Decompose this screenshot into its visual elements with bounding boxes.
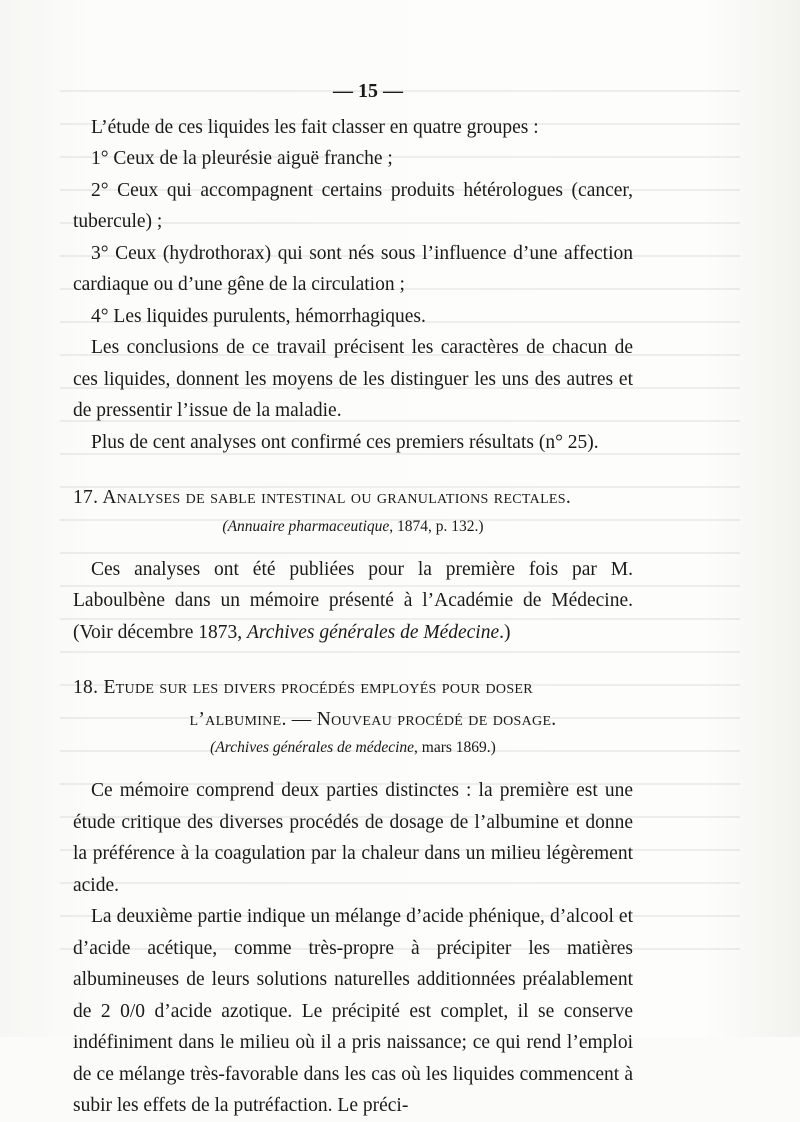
- group-item-3: 3° Ceux (hydrothorax) qui sont nés sous l’influence d’une affection cardiaque ou d’une gêne de la circulation ;: [73, 242, 633, 295]
- section-17-number: 17.: [73, 487, 99, 508]
- section-17-body-journal: Archives générales de Médecine: [247, 621, 500, 643]
- section-18-paragraph-2: La deuxième partie indique un mélange d’acide phénique, d’alcool et d’acide acétique, comme très-propre à précipiter les matières albumineuses de leurs solutions naturelles additionnées préalablement de 2 0/0 d’acide azotique. Le précipité est complet, il se conserve indéfiniment dans le milieu où il a pris naissance; ce qui rend l’emploi de ce mélange très-favorable dans les cas où les liquides commencent à subir les effets de la putréfaction. Le préci-: [73, 906, 633, 1116]
- section-17-source-journal: (Annuaire pharmaceutique: [222, 517, 390, 535]
- section-18-number: 18.: [73, 677, 99, 698]
- section-17-source-details: , 1874, p. 132.): [389, 517, 484, 535]
- page-number: — 15 —: [333, 80, 403, 102]
- section-18-source-journal: (Archives générales de médecine: [210, 739, 415, 756]
- section-17-body-end: .): [499, 621, 511, 643]
- section-18-paragraph-1: Ce mémoire comprend deux parties distinctes : la première est une étude critique des diverses procédés de dosage de l’albumine et donne la préférence à la coagulation par la chaleur dans un milieu légèrement acide.: [73, 780, 633, 896]
- section-18-source-details: , mars 1869.): [414, 739, 496, 756]
- group-item-4: 4° Les liquides purulents, hémorrhagiques.: [91, 305, 426, 327]
- section-18-title-line1: Etude sur les divers procédés employés pour doser: [103, 677, 533, 698]
- conclusions-paragraph: Les conclusions de ce travail précisent les caractères de chacun de ces liquides, donnent les moyens de les distinguer les uns des autres et de pressentir l’issue de la maladie.: [73, 337, 633, 421]
- section-18-heading: [73, 672, 633, 735]
- section-18-source: [73, 735, 633, 761]
- group-item-1: 1° Ceux de la pleurésie aiguë franche ;: [91, 148, 393, 169]
- section-17-body-text: Ces analyses ont été publiées pour la première fois par M. Laboulbène dans un mémoire présenté à l’Académie de Médecine. (Voir décembre 1873,: [73, 558, 633, 643]
- section-17-body: [73, 554, 633, 649]
- section-17-title: Analyses de sable intestinal ou granulations rectales.: [102, 487, 572, 508]
- analyses-paragraph: Plus de cent analyses ont confirmé ces premiers résultats (n° 25).: [91, 431, 599, 453]
- section-17-heading: [73, 482, 633, 514]
- group-item-2: 2° Ceux qui accompagnent certains produits hétérologues (cancer, tubercule) ;: [73, 179, 633, 232]
- section-18-title-line2: l’albumine. — Nouveau procédé de dosage.: [189, 708, 557, 730]
- page-text: [73, 76, 633, 1122]
- section-17-source: [73, 514, 633, 540]
- intro-paragraph: L’étude de ces liquides les fait classer en quatre groupes :: [91, 116, 539, 138]
